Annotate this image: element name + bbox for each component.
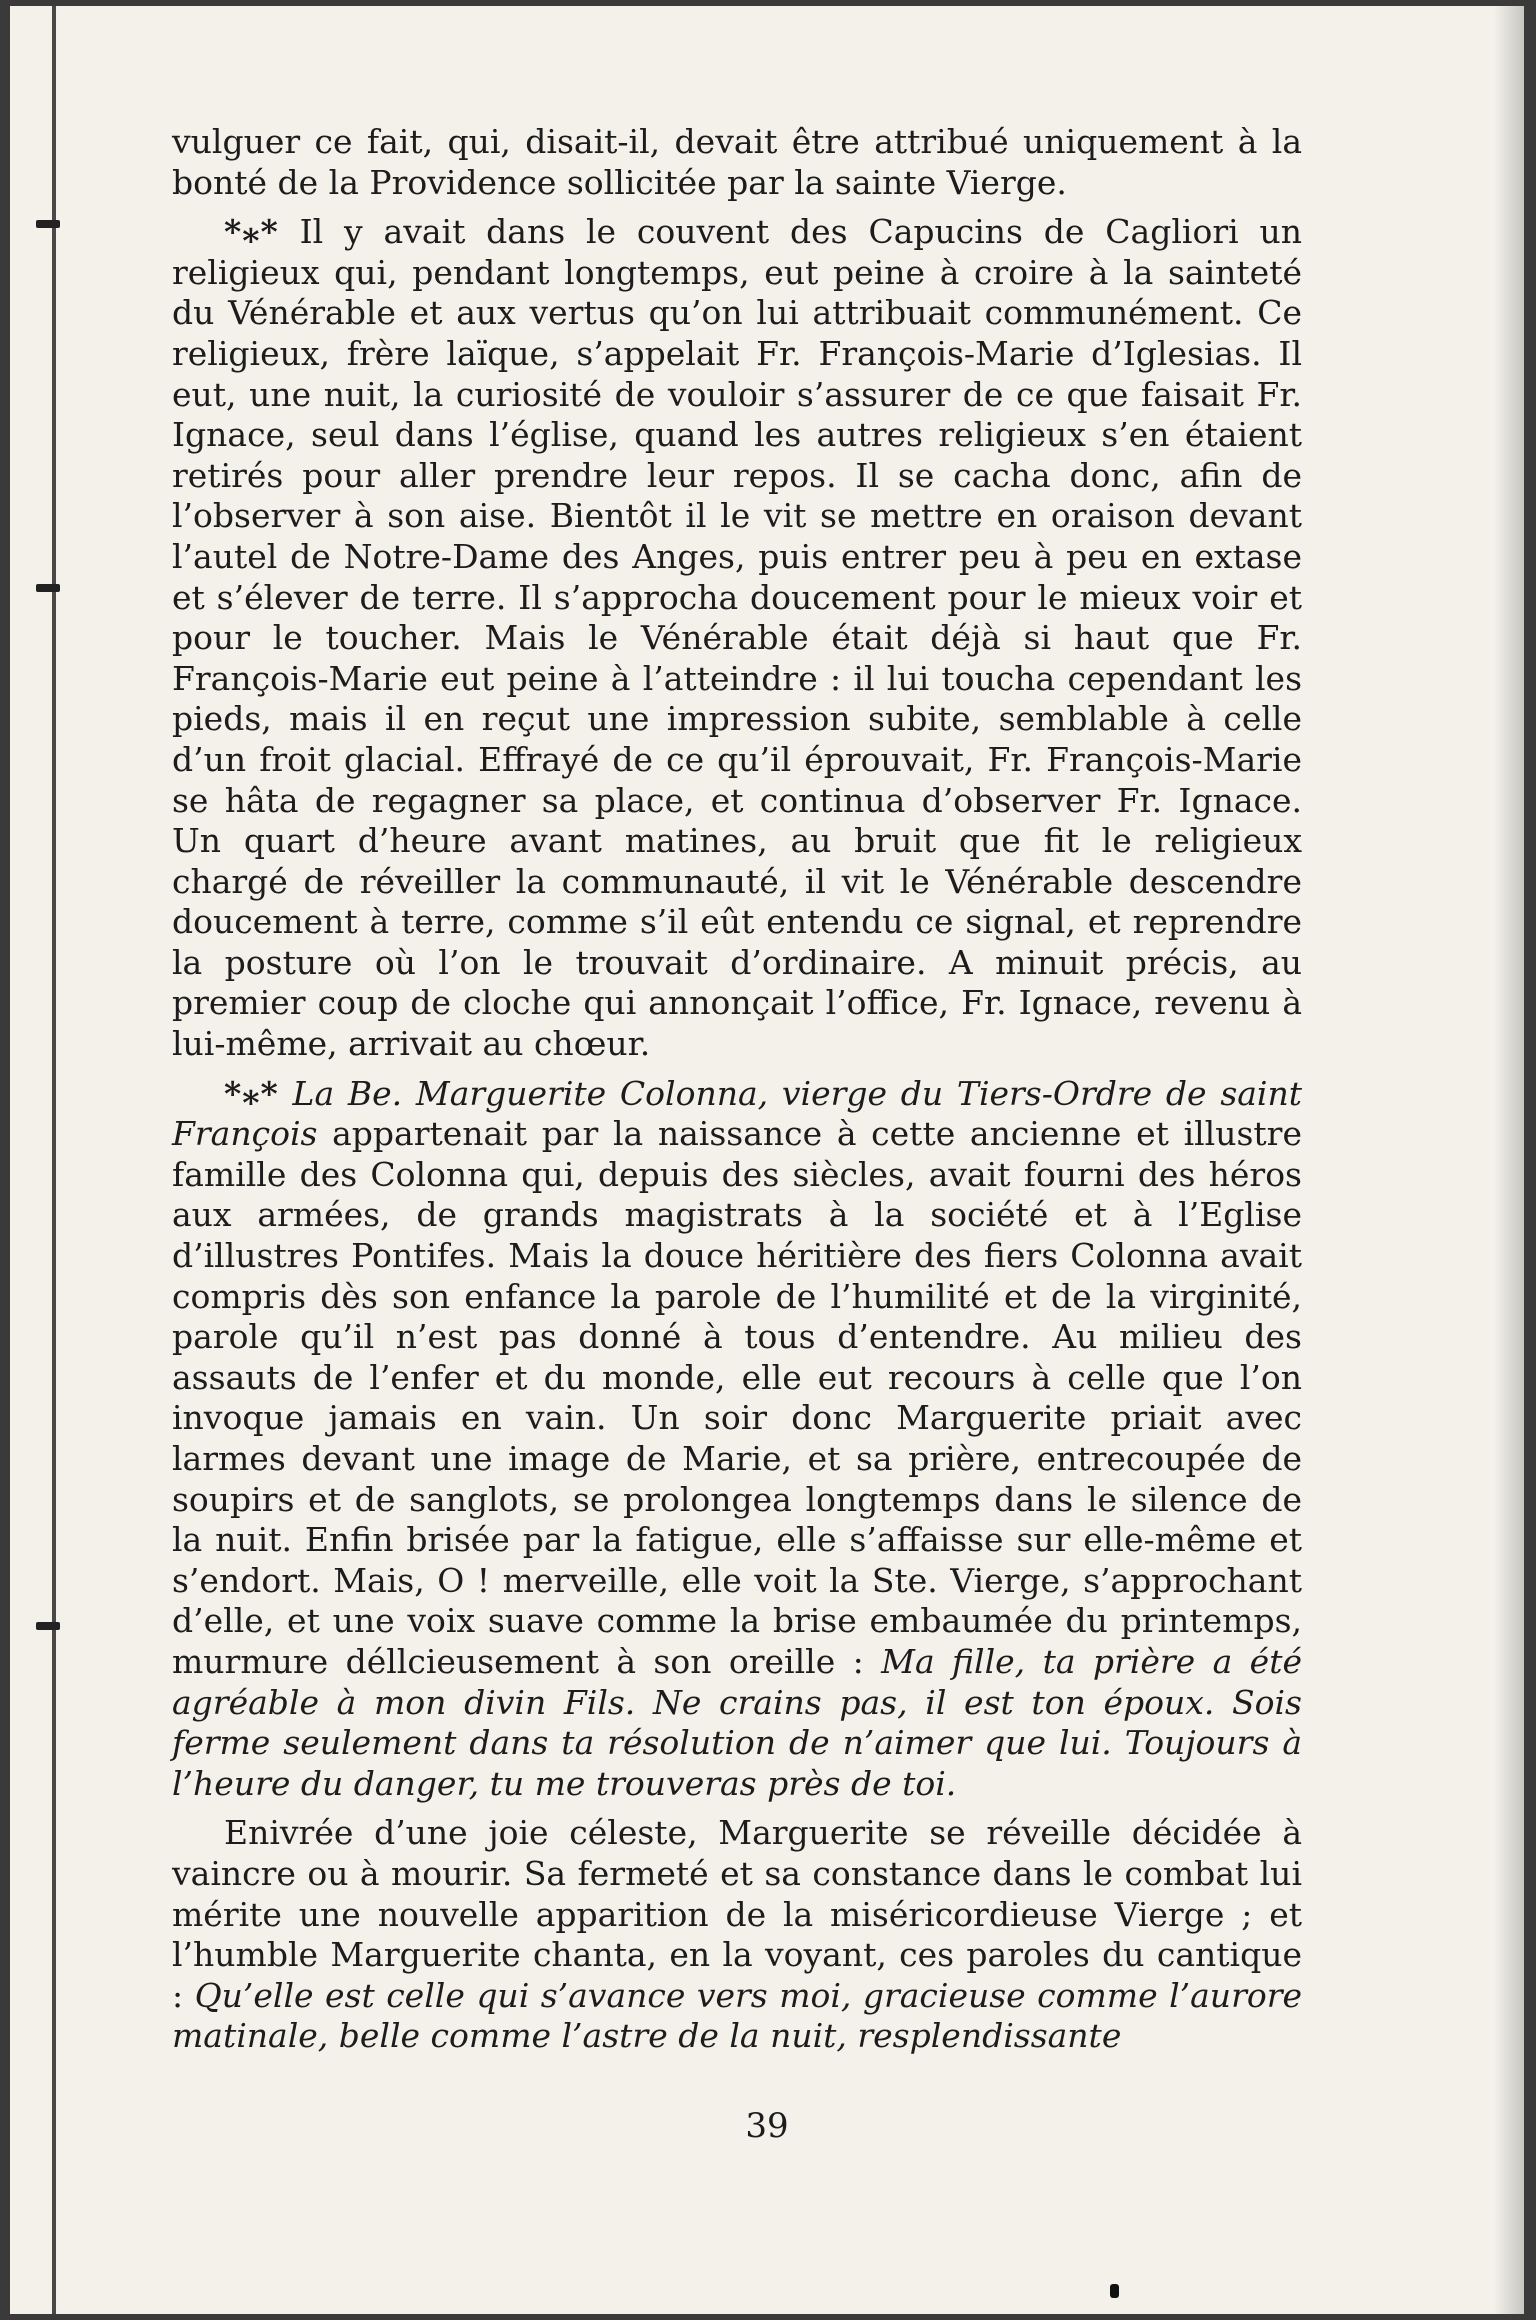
page-edge-shadow (1494, 6, 1524, 2314)
paragraph-3 (172, 1074, 1302, 1805)
section-asterism: *⁎* (224, 1073, 279, 1113)
body-text (172, 122, 1302, 2066)
paragraph-4-italic-quote: Qu’elle est celle qui s’avance vers moi, gracieuse comme l’aurore matinale, belle comme l’astre de la nuit, resplendissante (172, 1975, 1303, 2056)
section-asterism: *⁎* (224, 212, 279, 252)
page-number: 39 (745, 2106, 789, 2146)
binding-mark (36, 1622, 60, 1630)
paragraph-2 (172, 212, 1302, 1064)
paragraph-4-text: Enivrée d’une joie céleste, Marguerite se réveille décidée à vaincre ou à mourir. Sa fermeté et sa constance dans le combat lui mérite une nouvelle apparition de la miséricordieuse Vierge ; et l’humble Marguerite chanta, en la voyant, ces paroles du cantique : (172, 1813, 1302, 2015)
page-binding-edge (52, 6, 56, 2314)
paragraph-3-text: appartenait par la naissance à cette ancienne et illustre famille des Colonna qui, depuis des siècles, avait fourni des héros aux armées, de grands magistrats à la société et à l’Eglise d’illustres Pontifes. Mais la douce héritière des fiers Colonna avait compris dès son enfance la parole de l’humilité et de la virginité, parole qu’il n’est pas donné à tous d’entendre. Au milieu des assauts de l’enfer et du monde, elle eut recours à celle que l’on invoque jamais en vain. Un soir donc Marguerite priait avec larmes devant une image de Marie, et sa prière, entrecoupée de soupirs et de sanglots, se prolongea longtemps dans le silence de la nuit. Enfin brisée par la fatigue, elle s’affaisse sur elle-même et s’endort. Mais, O ! merveille, elle voit la Ste. Vierge, s’approchant d’elle, et une voix suave comme la brise embaumée du printemps, murmure déllcieusement à son oreille : (172, 1114, 1302, 1681)
print-mark (1110, 2284, 1119, 2298)
binding-mark (36, 220, 60, 228)
paragraph-2-text: Il y avait dans le couvent des Capucins de Cagliori un religieux qui, pendant longtemps, eut peine à croire à la sainteté du Vénérable et aux vertus qu’on lui attribuait communément. Ce religieux, frère laïque, s’appelait Fr. François-Marie d’Iglesias. Il eut, une nuit, la curiosité de vouloir s’assurer de ce que faisait Fr. Ignace, seul dans l’église, quand les autres religieux s’en étaient retirés pour aller prendre leur repos. Il se cacha donc, afin de l’observer à son aise. Bientôt il le vit se mettre en oraison devant l’autel de Notre-Dame des Anges, puis entrer peu à peu en extase et s’élever de terre. Il s’approcha doucement pour le mieux voir et pour le toucher. Mais le Vénérable était déjà si haut que Fr. François-Marie eut peine à l’atteindre : il lui toucha cependant les pieds, mais il en reçut une impression subite, semblable à celle d’un froit glacial. Effrayé de ce qu’il éprouvait, Fr. François-Marie se hâta de regagner sa place, et continua d’observer Fr. Ignace. Un quart d’heure avant matines, au bruit que fit le religieux chargé de réveiller la communauté, il vit le Vénérable descendre doucement à terre, comme s’il eût entendu ce signal, et reprendre la posture où l’on le trouvait d’ordinaire. A minuit précis, au premier coup de cloche qui annonçait l’office, Fr. Ignace, revenu à lui-même, arrivait au chœur. (172, 212, 1302, 1064)
paragraph-4 (172, 1813, 1302, 2057)
paragraph-3-italic-intro: La Be. Marguerite Colonna, vierge du Tiers-Ordre de saint François (172, 1073, 1302, 1154)
paragraph-1: vulguer ce fait, qui, disait-il, devait être attribué uniquement à la bonté de la Providence sollicitée par la sainte Vierge. (172, 122, 1302, 202)
paragraph-3-italic-quote: Ma fille, ta prière a été agréable à mon divin Fils. Ne crains pas, il est ton époux. Sois ferme seulement dans ta résolution de n’aimer que lui. Toujours à l’heure du danger, tu me trouveras près de toi. (172, 1641, 1302, 1803)
binding-mark (36, 584, 60, 592)
book-page (10, 6, 1524, 2314)
